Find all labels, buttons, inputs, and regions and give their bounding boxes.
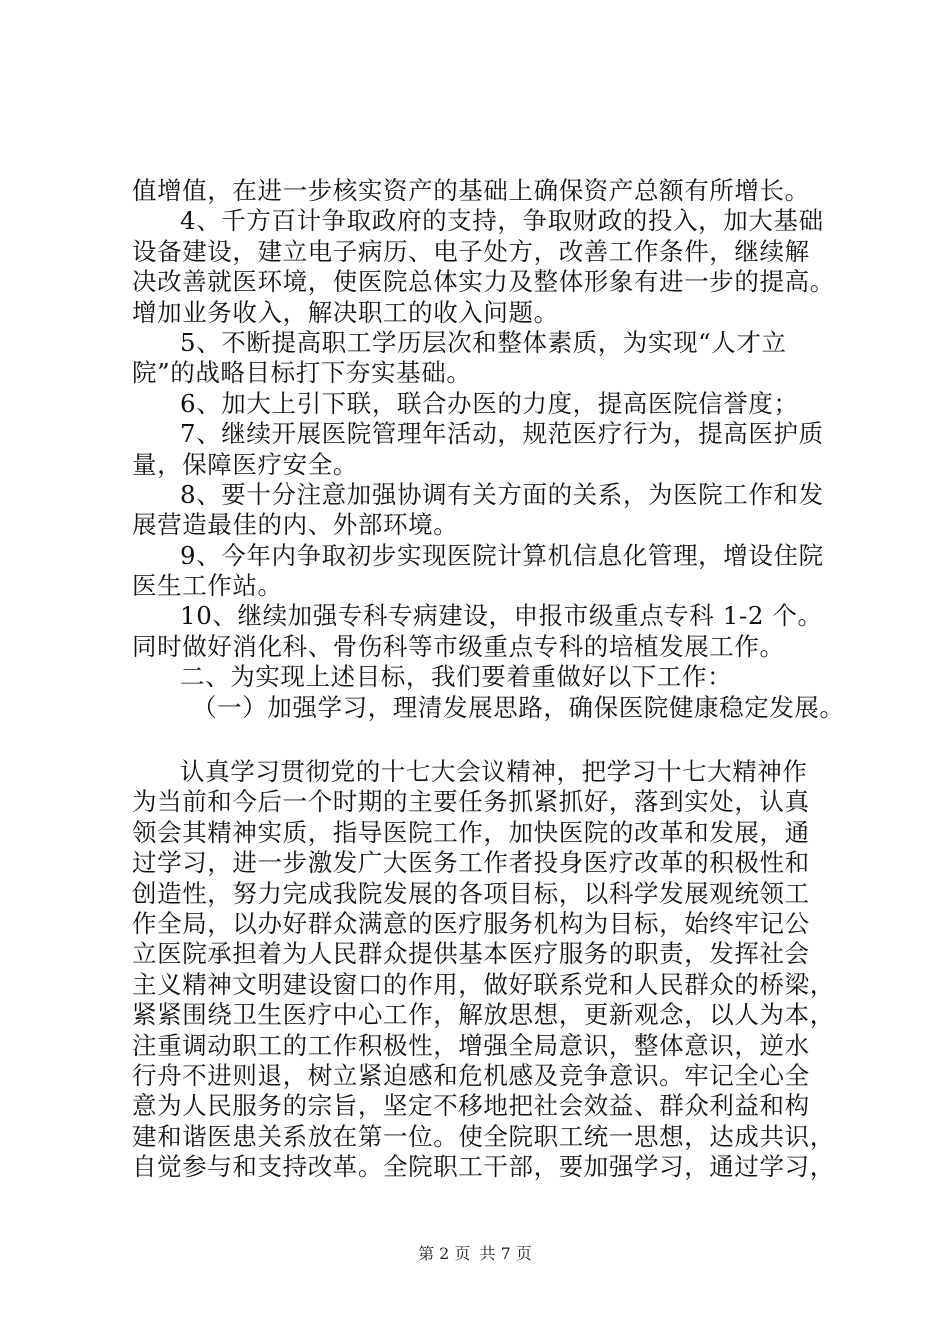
- text-line: 同时做好消化科、骨伤科等市级重点专科的培植发展工作。: [132, 631, 785, 661]
- text-line: 设备建设，建立电子病历、电子处方，改善工作条件，继续解: [132, 236, 810, 266]
- text-line: 6、加大上引下联，联合办医的力度，提高医院信誉度；: [180, 388, 799, 418]
- text-line: 7、继续开展医院管理年活动，规范医疗行为，提高医护质: [180, 419, 824, 449]
- text-line: 院”的战略目标打下夯实基础。: [132, 358, 472, 388]
- text-line: 行舟不进则退，树立紧迫感和危机感及竞争意识。牢记全心全: [132, 1060, 810, 1090]
- text-line: 注重调动职工的工作积极性，增强全局意识，整体意识，逆水: [132, 1030, 810, 1060]
- text-line: 展营造最佳的内、外部环境。: [132, 510, 459, 540]
- text-line: 决改善就医环境，使医院总体实力及整体形象有进一步的提高。: [132, 267, 835, 297]
- text-line: 意为人民服务的宗旨，坚定不移地把社会效益、群众利益和构: [132, 1091, 810, 1121]
- text-line: 4、千方百计争取政府的支持，争取财政的投入，加大基础: [180, 206, 824, 236]
- text-line: 值增值，在进一步核实资产的基础上确保资产总额有所增长。: [132, 176, 810, 205]
- text-line: 8、要十分注意加强协调有关方面的关系，为医院工作和发: [180, 479, 824, 509]
- text-line: 量，保障医疗安全。: [132, 449, 358, 479]
- text-line: 建和谐医患关系放在第一位。使全院职工统一思想，达成共识，: [132, 1121, 835, 1151]
- page-total: 共 7 页: [479, 1244, 532, 1263]
- text-line: 作全局，以办好群众满意的医疗服务机构为目标，始终牢记公: [132, 908, 810, 938]
- text-line: 自觉参与和支持改革。全院职工干部，要加强学习，通过学习，: [132, 1152, 835, 1182]
- text-line: 认真学习贯彻党的十七大会议精神，把学习十七大精神作: [180, 757, 808, 786]
- text-line: 过学习，进一步激发广大医务工作者投身医疗改革的积极性和: [132, 848, 810, 878]
- top-text-block: [132, 176, 850, 723]
- subsection-heading: （一）加强学习，理清发展思路，确保医院健康稳定发展。: [192, 692, 845, 722]
- text-line: 9、今年内争取初步实现医院计算机信息化管理，增设住院: [180, 540, 824, 570]
- page-footer: [0, 1244, 950, 1264]
- text-line: 紧紧围绕卫生医疗中心工作，解放思想，更新观念，以人为本，: [132, 1000, 835, 1030]
- section-heading: 二、为实现上述目标，我们要着重做好以下工作：: [180, 662, 733, 692]
- text-line: 10、继续加强专科专病建设，申报市级重点专科 1-2 个。: [180, 601, 823, 631]
- text-line: 领会其精神实质，指导医院工作，加快医院的改革和发展，通: [132, 817, 810, 847]
- text-line: 主义精神文明建设窗口的作用，做好联系党和人民群众的桥梁，: [132, 969, 835, 999]
- text-line: 医生工作站。: [132, 571, 283, 601]
- page-number: 第 2 页: [418, 1244, 471, 1263]
- body-paragraph: [132, 757, 850, 1182]
- text-line: 增加业务收入，解决职工的收入问题。: [132, 297, 559, 327]
- text-line: 5、不断提高职工学历层次和整体素质，为实现“人才立: [180, 327, 787, 357]
- text-line: 为当前和今后一个时期的主要任务抓紧抓好，落到实处，认真: [132, 787, 810, 817]
- text-line: 创造性，努力完成我院发展的各项目标，以科学发展观统领工: [132, 878, 810, 908]
- text-line: 立医院承担着为人民群众提供基本医疗服务的职责，发挥社会: [132, 939, 810, 969]
